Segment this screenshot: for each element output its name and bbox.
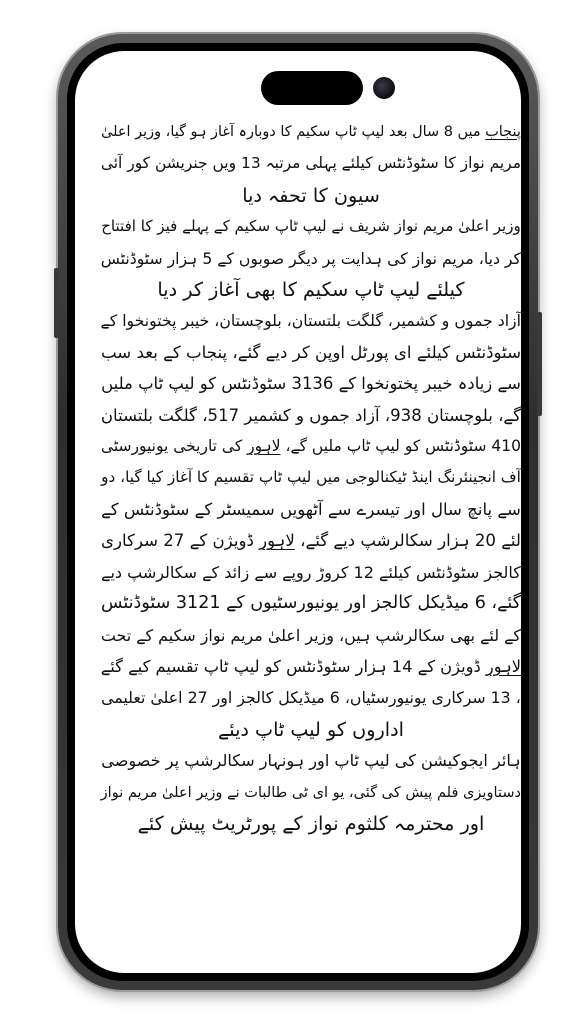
article-line: کے لئے بھی سکالرشپ ہیں، وزیر اعلیٰ مریم نواز سکیم کے تحت <box>100 625 521 645</box>
article-line: مریم نواز کا سٹوڈنٹس کیلئے پہلی مرتبہ 13 ویں جنریشن کور آئی <box>100 154 521 173</box>
article-line: اداروں کو لیپ ٹاپ دیئے <box>218 717 404 741</box>
article-line <box>101 651 521 682</box>
article-line: آزاد جموں و کشمیر، گلگت بلتستان، بلوچستان، خیبر پختونخوا کے <box>100 311 521 331</box>
article-line: سے زیادہ خیبر پختونخوا کے 3136 سٹوڈنٹس کو لیپ ٹاپ ملیں <box>101 374 521 394</box>
power-button <box>537 312 542 416</box>
article-line: سے پانچ سال اور تیسرے سے آٹھویں سمیسٹر کے سٹوڈنٹس کے <box>101 499 521 519</box>
article-line: ہائر ایجوکیشن کی لیپ ٹاپ اور ہونہار سکالرشپ پر خصوصی <box>101 751 521 771</box>
article-line: گے، بلوچستان 938، آزاد جموں و کشمیر 517، گلگت بلتستان <box>100 405 521 425</box>
article-line: گئے، 6 میڈیکل کالجز اور یونیورسٹیوں کے 3121 سٹوڈنٹس <box>101 593 521 614</box>
article-line <box>101 431 521 462</box>
dynamic-island <box>261 71 363 105</box>
article-line: کیلئے لیپ ٹاپ سکیم کا بھی آغاز کر دیا <box>157 278 465 302</box>
paragraph-documentary <box>101 745 521 839</box>
news-article <box>101 117 521 839</box>
article-line: ، 13 سرکاری یونیورسٹیاں، 6 میڈیکل کالجز اور 27 اعلیٰ تعلیمی <box>101 688 521 708</box>
volume-button <box>54 268 59 338</box>
article-line: سٹوڈنٹس کیلئے ای پورٹل اوپن کر دیے گئے، پنجاب کے بعد سب <box>100 342 521 362</box>
line-text: ڈویژن کے 14 ہزار سٹوڈنٹس کو لیپ ٹاپ تقسیم کیے گئے <box>100 656 486 676</box>
article-line: آف انجینئرنگ اینڈ ٹیکنالوجی میں لیپ ٹاپ تقسیم کا آغاز کیا گیا، دو <box>101 468 521 487</box>
article-line: اور محترمہ کلثوم نواز کے پورٹریٹ پیش کئے <box>137 811 485 835</box>
line-text: میں 8 سال بعد لیپ ٹاپ سکیم کا دوبارہ آغاز ہو گیا، وزیر اعلیٰ <box>101 124 486 140</box>
article-line: دستاویزی فلم پیش کی گئی، یو ای ٹی طالبات نے وزیر اعلیٰ مریم نواز <box>100 783 521 801</box>
underlined-word: لاہور <box>259 531 295 551</box>
underlined-word: لاہور <box>485 656 521 676</box>
line-text: ڈویژن کے 27 سرکاری <box>101 531 260 551</box>
page-bottom-edge <box>0 1020 585 1024</box>
line-text: کی تاریخی یونیورسٹی <box>100 437 248 456</box>
line-text: لئے 20 ہزار سکالرشپ دیے گئے، <box>294 531 521 551</box>
paragraph-first-phase <box>101 211 521 305</box>
phone-screen[interactable] <box>75 51 521 973</box>
article-line <box>101 525 521 556</box>
article-line: وزیر اعلیٰ مریم نواز شریف نے لیپ ٹاپ سکیم کے پہلے فیز کا افتتاح <box>101 217 521 236</box>
article-line: کالجز سٹوڈنٹس کیلئے 12 کروڑ روپے سے زائد کے سکالرشپ دیے <box>101 562 521 582</box>
camera-lens-icon <box>373 77 395 99</box>
underlined-word: پنجاب <box>485 124 521 140</box>
article-line <box>101 117 521 148</box>
article-line: کر دیا، مریم نواز کی ہدایت پر دیگر صوبوں کے 5 ہزار سٹوڈنٹس <box>100 248 521 268</box>
paragraph-laptop-scheme-restart <box>101 117 521 211</box>
phone-bezel <box>67 43 529 981</box>
paragraph-other-provinces <box>101 305 521 745</box>
phone-frame <box>58 34 538 990</box>
underlined-word: لاہور <box>247 437 281 456</box>
line-text: 410 سٹوڈنٹس کو لیپ ٹاپ ملیں گے، <box>280 437 521 456</box>
article-line: سیون کا تحفہ دیا <box>242 183 380 207</box>
